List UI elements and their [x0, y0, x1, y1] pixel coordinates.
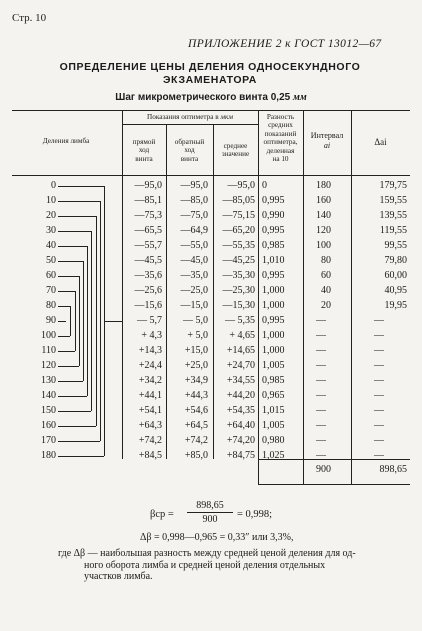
row-delta: —	[374, 360, 384, 371]
row-forward: +34,2	[138, 375, 162, 386]
limb-leader-vertical	[70, 306, 71, 321]
row-mean: +34,55	[226, 375, 255, 386]
footnote-line-2: ного оборота лимба и средней ценой деления отдельных	[84, 559, 326, 571]
row-forward: +84,5	[138, 450, 162, 461]
row-forward: —95,0	[134, 180, 162, 191]
row-diff: 1,005	[262, 360, 285, 371]
row-diff: 1,025	[262, 450, 285, 461]
row-mean: +44,20	[226, 390, 255, 401]
row-limb: 120	[41, 360, 56, 371]
header-interval	[303, 131, 351, 150]
header-difference	[258, 113, 303, 163]
limb-leader-line	[58, 216, 96, 217]
row-limb: 40	[46, 240, 56, 251]
page-number: Стр. 10	[12, 12, 47, 24]
row-diff: 1,015	[262, 405, 285, 416]
limb-leader-line	[58, 261, 83, 262]
row-diff: 0	[262, 180, 267, 191]
row-diff: 0,965	[262, 390, 285, 401]
row-forward: —55,7	[134, 240, 162, 251]
header-mean-l2: значение	[221, 150, 250, 159]
row-mean: —15,30	[222, 300, 255, 311]
header-limb: Деления лимба	[42, 137, 90, 145]
row-delta: 119,55	[379, 225, 407, 236]
row-forward: +24,4	[138, 360, 162, 371]
group-header-rule	[122, 124, 258, 125]
row-interval: —	[316, 435, 326, 446]
header-forward-l1: прямой	[132, 138, 156, 146]
header-diff-l6: на 10	[272, 155, 289, 164]
header-diff-l2: средних	[268, 121, 293, 130]
limb-leader-vertical	[104, 186, 105, 321]
document-title	[40, 61, 380, 87]
row-interval: 180	[316, 180, 331, 191]
row-delta: —	[374, 435, 384, 446]
limb-leader-line	[58, 381, 83, 382]
row-forward: +74,2	[138, 435, 162, 446]
beta-fraction	[187, 500, 233, 525]
row-delta: —	[374, 315, 384, 326]
row-backward: +25,0	[184, 360, 208, 371]
row-mean: —55,35	[222, 240, 255, 251]
row-delta: 139,55	[379, 210, 407, 221]
row-limb: 180	[41, 450, 56, 461]
row-backward: —25,0	[180, 285, 208, 296]
header-readings-text: Показания оптиметра в	[147, 113, 219, 121]
header-interval-l2: ai	[323, 140, 331, 150]
limb-leader-line	[58, 231, 91, 232]
row-delta: —	[374, 375, 384, 386]
row-backward: —15,0	[180, 300, 208, 311]
limb-leader-line	[58, 201, 100, 202]
limb-leader-vertical	[83, 261, 84, 321]
limb-leader-vertical	[75, 291, 76, 321]
row-diff: 1,000	[262, 345, 285, 356]
col-divider-4	[258, 110, 259, 484]
header-backward	[166, 138, 213, 163]
row-delta: —	[374, 390, 384, 401]
row-forward: —35,6	[134, 270, 162, 281]
row-interval: 140	[316, 210, 331, 221]
row-limb: 170	[41, 435, 56, 446]
header-diff-l1: Разность	[266, 113, 295, 121]
row-mean: +74,20	[226, 435, 255, 446]
header-mean	[213, 142, 258, 159]
row-interval: —	[316, 390, 326, 401]
row-forward: + 4,3	[141, 330, 162, 341]
header-delta: Δai	[374, 137, 387, 147]
row-diff: 0,995	[262, 225, 285, 236]
beta-label: βср =	[150, 509, 174, 520]
limb-leader-vertical	[70, 321, 71, 336]
limb-leader-line	[58, 321, 66, 322]
row-interval: —	[316, 375, 326, 386]
row-delta: 179,75	[379, 180, 407, 191]
row-backward: +15,0	[184, 345, 208, 356]
beta-numerator: 898,65	[196, 500, 224, 511]
row-delta: 79,80	[384, 255, 407, 266]
row-forward: —45,5	[134, 255, 162, 266]
row-limb: 10	[46, 195, 56, 206]
row-backward: +64,5	[184, 420, 208, 431]
limb-leader-line	[58, 441, 100, 442]
row-delta: 40,95	[384, 285, 407, 296]
row-interval: 100	[316, 240, 331, 251]
header-forward	[122, 138, 166, 163]
row-interval: —	[316, 405, 326, 416]
row-delta: 19,95	[384, 300, 407, 311]
row-mean: —65,20	[222, 225, 255, 236]
limb-leader-line	[58, 186, 104, 187]
row-forward: —75,3	[134, 210, 162, 221]
row-interval: 60	[321, 270, 331, 281]
title-line-2: ЭКЗАМЕНАТОРА	[162, 74, 257, 86]
row-interval: 20	[321, 300, 331, 311]
header-diff-l5: деленная	[266, 146, 295, 155]
limb-leader-line	[58, 246, 87, 247]
row-mean: — 5,35	[225, 315, 255, 326]
row-mean: +64,40	[226, 420, 255, 431]
footnote-line-1: где Δβ — наибольшая разность между средней ценой деления для од-	[58, 548, 356, 559]
row-interval: 120	[316, 225, 331, 236]
title-line-1: ОПРЕДЕЛЕНИЕ ЦЕНЫ ДЕЛЕНИЯ ОДНОСЕКУНДНОГО	[59, 61, 361, 73]
row-diff: 0,985	[262, 375, 285, 386]
limb-leader-vertical	[83, 321, 84, 381]
header-backward-l3: винта	[180, 154, 199, 163]
row-mean: +14,65	[226, 345, 255, 356]
row-forward: — 5,7	[137, 315, 162, 326]
row-mean: —75,15	[222, 210, 255, 221]
row-forward: —65,5	[134, 225, 162, 236]
row-mean: +54,35	[226, 405, 255, 416]
row-limb: 50	[46, 255, 56, 266]
row-limb: 140	[41, 390, 56, 401]
footnote-line-3: участков лимба.	[84, 571, 153, 582]
row-diff: 1,000	[262, 300, 285, 311]
footnote	[58, 548, 398, 583]
header-diff-l4: оптиметра,	[263, 138, 298, 147]
row-forward: —85,1	[134, 195, 162, 206]
row-diff: 0,980	[262, 435, 285, 446]
limb-leader-vertical	[91, 231, 92, 321]
fraction-bar	[187, 512, 233, 513]
header-backward-l1: обратный	[174, 138, 205, 146]
row-diff: 0,995	[262, 315, 285, 326]
limb-leader-vertical	[100, 321, 101, 441]
row-backward: +74,2	[184, 435, 208, 446]
row-interval: 80	[321, 255, 331, 266]
row-mean: —35,30	[222, 270, 255, 281]
row-diff: 1,000	[262, 330, 285, 341]
limb-leader-vertical	[87, 246, 88, 321]
row-limb: 130	[41, 375, 56, 386]
limb-leader-line	[58, 366, 79, 367]
row-limb: 100	[41, 330, 56, 341]
row-backward: —55,0	[180, 240, 208, 251]
limb-leader-line	[58, 276, 79, 277]
limb-leader-line	[58, 396, 87, 397]
row-mean: +24,70	[226, 360, 255, 371]
row-diff: 1,000	[262, 285, 285, 296]
limb-leader-line	[58, 291, 75, 292]
row-delta: —	[374, 450, 384, 461]
row-interval: 160	[316, 195, 331, 206]
table-bottom-rule	[258, 484, 410, 485]
row-forward: —25,6	[134, 285, 162, 296]
row-diff: 0,990	[262, 210, 285, 221]
limb-leader-vertical	[104, 321, 105, 456]
limb-leader-vertical	[79, 321, 80, 366]
limb-leader-vertical	[96, 216, 97, 321]
row-delta: —	[374, 405, 384, 416]
row-diff: 0,995	[262, 270, 285, 281]
row-limb: 150	[41, 405, 56, 416]
row-backward: —75,0	[180, 210, 208, 221]
limb-leader-vertical	[91, 321, 92, 411]
limb-leader-vertical	[75, 321, 76, 351]
limb-leader-connector	[104, 321, 122, 322]
row-backward: +54,6	[184, 405, 208, 416]
header-forward-l2: ход	[138, 146, 150, 155]
limb-leader-line	[58, 426, 96, 427]
row-backward: —35,0	[180, 270, 208, 281]
row-limb: 90	[46, 315, 56, 326]
limb-leader-line	[58, 456, 104, 457]
row-mean: —85,05	[222, 195, 255, 206]
limb-leader-vertical	[100, 201, 101, 321]
row-diff: 1,005	[262, 420, 285, 431]
row-backward: — 5,0	[183, 315, 208, 326]
limb-leader-line	[58, 351, 75, 352]
subtitle	[0, 92, 422, 103]
delta-beta-formula: Δβ = 0,998—0,965 = 0,33″ или 3,3%,	[140, 532, 294, 543]
row-limb: 30	[46, 225, 56, 236]
row-delta: —	[374, 345, 384, 356]
header-diff-l3: показаний	[264, 129, 297, 138]
row-backward: —64,9	[180, 225, 208, 236]
row-diff: 0,985	[262, 240, 285, 251]
appendix-header: ПРИЛОЖЕНИЕ 2 к ГОСТ 13012—67	[188, 38, 382, 50]
row-delta: 60,00	[384, 270, 407, 281]
row-limb: 20	[46, 210, 56, 221]
row-forward: +54,1	[138, 405, 162, 416]
row-interval: —	[316, 330, 326, 341]
row-forward: +14,3	[138, 345, 162, 356]
row-interval: —	[316, 450, 326, 461]
row-backward: —45,0	[180, 255, 208, 266]
row-interval: —	[316, 420, 326, 431]
header-forward-l3: винта	[135, 154, 153, 163]
row-forward: +44,1	[138, 390, 162, 401]
row-mean: —95,0	[227, 180, 255, 191]
row-limb: 60	[46, 270, 56, 281]
row-limb: 160	[41, 420, 56, 431]
total-interval: 900	[316, 464, 331, 475]
row-delta: 159,55	[379, 195, 407, 206]
row-forward: —15,6	[134, 300, 162, 311]
row-delta: 99,55	[384, 240, 407, 251]
row-backward: +85,0	[184, 450, 208, 461]
row-interval: 40	[321, 285, 331, 296]
row-diff: 0,995	[262, 195, 285, 206]
row-diff: 1,010	[262, 255, 285, 266]
row-backward: +34,9	[184, 375, 208, 386]
row-mean: + 4,65	[229, 330, 255, 341]
row-mean: —45,25	[222, 255, 255, 266]
row-forward: +64,3	[138, 420, 162, 431]
row-backward: —85,0	[180, 195, 208, 206]
row-delta: —	[374, 420, 384, 431]
row-limb: 110	[41, 345, 56, 356]
subtitle-text: Шаг микрометрического винта 0,25	[115, 92, 291, 103]
subtitle-unit: мм	[292, 92, 307, 103]
limb-leader-line	[58, 306, 70, 307]
row-mean: —25,30	[222, 285, 255, 296]
limb-leader-line	[58, 336, 70, 337]
limb-leader-vertical	[96, 321, 97, 426]
header-interval-l1: Интервал	[310, 131, 344, 140]
row-interval: —	[316, 360, 326, 371]
col-divider-2	[166, 124, 167, 459]
row-limb: 80	[46, 300, 56, 311]
row-mean: +84,75	[226, 450, 255, 461]
row-delta: —	[374, 330, 384, 341]
row-backward: +44,3	[184, 390, 208, 401]
header-mean-l1: среднее	[223, 142, 248, 150]
header-backward-l2: ход	[184, 146, 195, 155]
header-readings-unit: мкм	[220, 113, 233, 121]
limb-leader-vertical	[87, 321, 88, 396]
row-limb: 70	[46, 285, 56, 296]
row-limb: 0	[51, 180, 56, 191]
row-backward: + 5,0	[187, 330, 208, 341]
row-interval: —	[316, 345, 326, 356]
beta-denominator: 900	[202, 514, 218, 525]
beta-result: = 0,998;	[237, 509, 273, 520]
row-interval: —	[316, 315, 326, 326]
total-delta: 898,65	[379, 464, 407, 475]
limb-leader-vertical	[79, 276, 80, 321]
header-readings-group	[122, 113, 258, 121]
limb-leader-line	[58, 411, 91, 412]
row-backward: —95,0	[180, 180, 208, 191]
